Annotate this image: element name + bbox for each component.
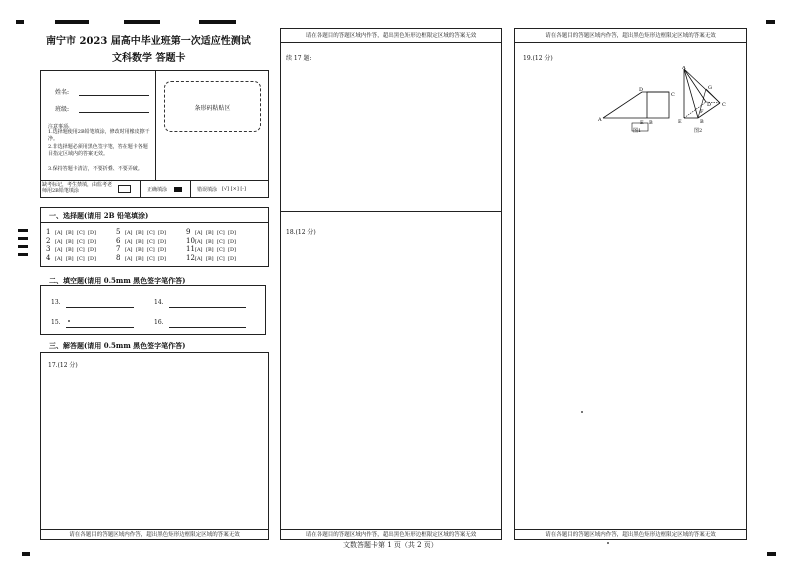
choice-bubble[interactable]: [D] [228, 247, 236, 253]
choice-bubble[interactable]: [A] [195, 247, 203, 253]
choice-row-4 [46, 254, 99, 262]
choice-bubble[interactable]: [C] [147, 247, 155, 253]
choice-bubble[interactable]: [C] [217, 230, 225, 236]
choice-bubble[interactable]: [B] [66, 239, 74, 245]
q19-label: 19.(12 分) [523, 55, 553, 62]
q17-continued-area[interactable] [282, 44, 500, 209]
class-field[interactable] [79, 112, 149, 113]
q13-answer-line[interactable] [66, 307, 134, 308]
choice-row-12 [186, 254, 239, 262]
wrong-fill-label: 错误填涂 [197, 187, 218, 193]
choice-bubble[interactable]: [D] [158, 239, 166, 245]
timing-mark [199, 20, 236, 24]
figure-2 [676, 66, 734, 126]
q17-continued-label: 续 17 题: [286, 55, 312, 62]
absent-label: 缺考标记，考生禁填，由监考老师用2B铅笔填涂 [42, 182, 113, 194]
choice-bubble[interactable]: [B] [66, 230, 74, 236]
choice-bubble[interactable]: [A] [195, 239, 203, 245]
choice-bubble[interactable]: [D] [228, 256, 236, 262]
page-footer: 文数答题卡第 1 页（共 2 页） [343, 541, 438, 549]
question-number: 11 [186, 245, 195, 253]
choice-bubble[interactable]: [A] [195, 230, 203, 236]
correct-fill-label: 正确填涂 [147, 187, 168, 193]
fig2-point-g: G [708, 85, 712, 91]
absent-checkbox[interactable] [118, 185, 131, 193]
barcode-area [164, 81, 261, 132]
q14-label: 14. [154, 299, 164, 306]
name-field[interactable] [79, 95, 149, 96]
choice-section-rule [41, 222, 268, 223]
question-number: 10 [186, 237, 195, 245]
choice-bubble[interactable]: [C] [77, 230, 85, 236]
choice-bubble[interactable]: [B] [206, 256, 214, 262]
q18-answer-area[interactable] [282, 212, 500, 528]
choice-row-3 [46, 245, 99, 253]
scan-speck [581, 411, 583, 413]
choice-bubble[interactable]: [D] [88, 256, 96, 262]
choice-bubble[interactable]: [B] [136, 256, 144, 262]
choice-bubble[interactable]: [B] [66, 256, 74, 262]
info-divider [155, 71, 156, 181]
choice-row-7 [116, 245, 169, 253]
figure-1-edge [603, 92, 642, 118]
q17-label: 17.(12 分) [48, 362, 78, 369]
choice-bubble[interactable]: [C] [217, 247, 225, 253]
choice-row-9 [186, 228, 239, 236]
fig2-point-a: A [682, 66, 686, 71]
choice-bubble[interactable]: [C] [217, 256, 225, 262]
fig1-point-c: C [671, 92, 675, 98]
q15-label: 15. [51, 319, 61, 326]
question-number: 8 [116, 254, 121, 262]
fig2-point-f: F [700, 109, 704, 115]
figure-1-caption: 图1 [633, 128, 642, 134]
choice-row-5 [116, 228, 169, 236]
choice-row-1 [46, 228, 99, 236]
q18-label: 18.(12 分) [286, 229, 316, 236]
question-number: 7 [116, 245, 121, 253]
choice-bubble[interactable]: [B] [206, 247, 214, 253]
choice-bubble[interactable]: [D] [158, 230, 166, 236]
class-label: 班级: [55, 106, 70, 113]
notes-3: 3.保持答题卡清洁，不要折叠、不要弄破。 [48, 166, 143, 172]
question-number: 9 [186, 228, 191, 236]
timing-mark [18, 253, 28, 256]
choice-bubble[interactable]: [A] [55, 256, 63, 262]
question-number: 6 [116, 237, 121, 245]
timing-mark [124, 20, 160, 24]
scan-speck [607, 542, 609, 544]
choice-bubble[interactable]: [A] [55, 247, 63, 253]
choice-bubble[interactable]: [C] [77, 247, 85, 253]
bottom-warning: 请在各题目的答题区域内作答，超出黑色矩形边框限定区域的答案无效 [41, 529, 268, 539]
timing-mark [55, 20, 89, 24]
question-number: 2 [46, 237, 51, 245]
choice-row-2 [46, 237, 99, 245]
choice-bubble[interactable]: [D] [158, 256, 166, 262]
choice-bubble[interactable]: [D] [228, 230, 236, 236]
choice-bubble[interactable]: [A] [125, 239, 133, 245]
fig2-point-e: E [678, 119, 682, 125]
fill-section [40, 285, 266, 335]
choice-bubble[interactable]: [B] [136, 239, 144, 245]
info-bottom-rule [41, 180, 268, 181]
name-label: 姓名: [55, 89, 70, 96]
bottom-warning: 请在各题目的答题区域内作答，超出黑色矩形边框限定区域的答案无效 [281, 529, 501, 539]
choice-bubble[interactable]: [A] [55, 239, 63, 245]
choice-bubble[interactable]: [A] [125, 230, 133, 236]
question-number: 5 [116, 228, 121, 236]
choice-row-6 [116, 237, 169, 245]
figure-2-edge [684, 69, 706, 102]
q17-answer-area[interactable] [40, 352, 269, 540]
choice-bubble[interactable]: [A] [125, 247, 133, 253]
timing-mark [18, 229, 28, 232]
notes-title: 注意事项: [48, 124, 70, 130]
fig2-point-b: B [700, 119, 704, 125]
choice-bubble[interactable]: [D] [88, 247, 96, 253]
figure-2-caption: 图2 [694, 128, 703, 134]
question-number: 3 [46, 245, 51, 253]
notes-1: 1.选择题使用2B铅笔填涂，修改时用橡皮擦干净。 [48, 129, 150, 142]
exam-title: 南宁市 2023 届高中毕业班第一次适应性测试 [46, 36, 251, 47]
top-warning: 请在各题目的答题区域内作答，超出黑色矩形边框限定区域的答案无效 [281, 29, 501, 43]
choice-bubble[interactable]: [B] [66, 247, 74, 253]
choice-bubble[interactable]: [B] [206, 230, 214, 236]
choice-bubble[interactable]: [C] [147, 239, 155, 245]
timing-mark [18, 237, 28, 240]
correct-fill-sample [174, 187, 182, 192]
fig1-point-b: B [649, 120, 653, 126]
fig1-point-a: A [598, 117, 602, 123]
choice-bubble[interactable]: [D] [88, 239, 96, 245]
timing-mark [766, 20, 775, 24]
choice-bubble[interactable]: [A] [55, 230, 63, 236]
choice-bubble[interactable]: [D] [228, 239, 236, 245]
q16-label: 16. [154, 319, 164, 326]
question-number: 4 [46, 254, 51, 262]
choice-bubble[interactable]: [A] [125, 256, 133, 262]
choice-bubble[interactable]: [C] [77, 239, 85, 245]
question-number: 12 [186, 254, 195, 262]
fill-section-title: 二、填空题(请用 0.5mm 黑色签字笔作答) [49, 276, 186, 285]
sheet-subtitle: 文科数学 答题卡 [112, 53, 186, 64]
choice-bubble[interactable]: [B] [136, 247, 144, 253]
info-sep [190, 181, 191, 198]
wrong-fill-samples: [√] [×] [-] [222, 186, 246, 192]
timing-mark [22, 552, 30, 556]
choice-bubble[interactable]: [B] [136, 230, 144, 236]
choice-bubble[interactable]: [C] [77, 256, 85, 262]
figure-2-edge [684, 69, 698, 118]
scan-speck [68, 320, 70, 322]
essay-section-title: 三、解答题(请用 0.5mm 黑色签字笔作答) [49, 341, 186, 350]
info-sep [140, 181, 141, 198]
choice-bubble[interactable]: [B] [206, 239, 214, 245]
fig2-point-c: C [722, 102, 726, 108]
choice-row-10 [186, 237, 239, 245]
top-warning: 请在各题目的答题区域内作答，超出黑色矩形边框限定区域的答案无效 [515, 29, 746, 43]
q16-answer-line[interactable] [169, 327, 246, 328]
question-number: 1 [46, 228, 51, 236]
notes-2: 2.非选择题必须用黑色签字笔，答在题卡各题目指定区域内的答案无效。 [48, 144, 148, 157]
choice-bubble[interactable]: [D] [88, 230, 96, 236]
q13-label: 13. [51, 299, 61, 306]
choice-bubble[interactable]: [C] [217, 239, 225, 245]
timing-mark [16, 20, 24, 24]
choice-section-title: 一、选择题(请用 2B 铅笔填涂) [49, 211, 149, 220]
choice-row-8 [116, 254, 169, 262]
choice-bubble[interactable]: [A] [195, 256, 203, 262]
timing-mark [18, 245, 28, 248]
barcode-label: 条形码粘贴区 [194, 105, 231, 112]
q15-answer-line[interactable] [66, 327, 134, 328]
fig2-point-d: D [707, 102, 712, 108]
student-info-box [40, 70, 269, 198]
bottom-warning: 请在各题目的答题区域内作答，超出黑色矩形边框限定区域的答案无效 [515, 529, 746, 539]
fig1-point-e: E [640, 120, 644, 126]
choice-row-11 [186, 245, 239, 253]
q14-answer-line[interactable] [169, 307, 246, 308]
fig1-point-d: D [639, 87, 644, 93]
choice-bubble[interactable]: [C] [147, 230, 155, 236]
choice-bubble[interactable]: [D] [158, 247, 166, 253]
choice-bubble[interactable]: [C] [147, 256, 155, 262]
figure-2-edge [706, 89, 720, 103]
timing-mark [767, 552, 776, 556]
